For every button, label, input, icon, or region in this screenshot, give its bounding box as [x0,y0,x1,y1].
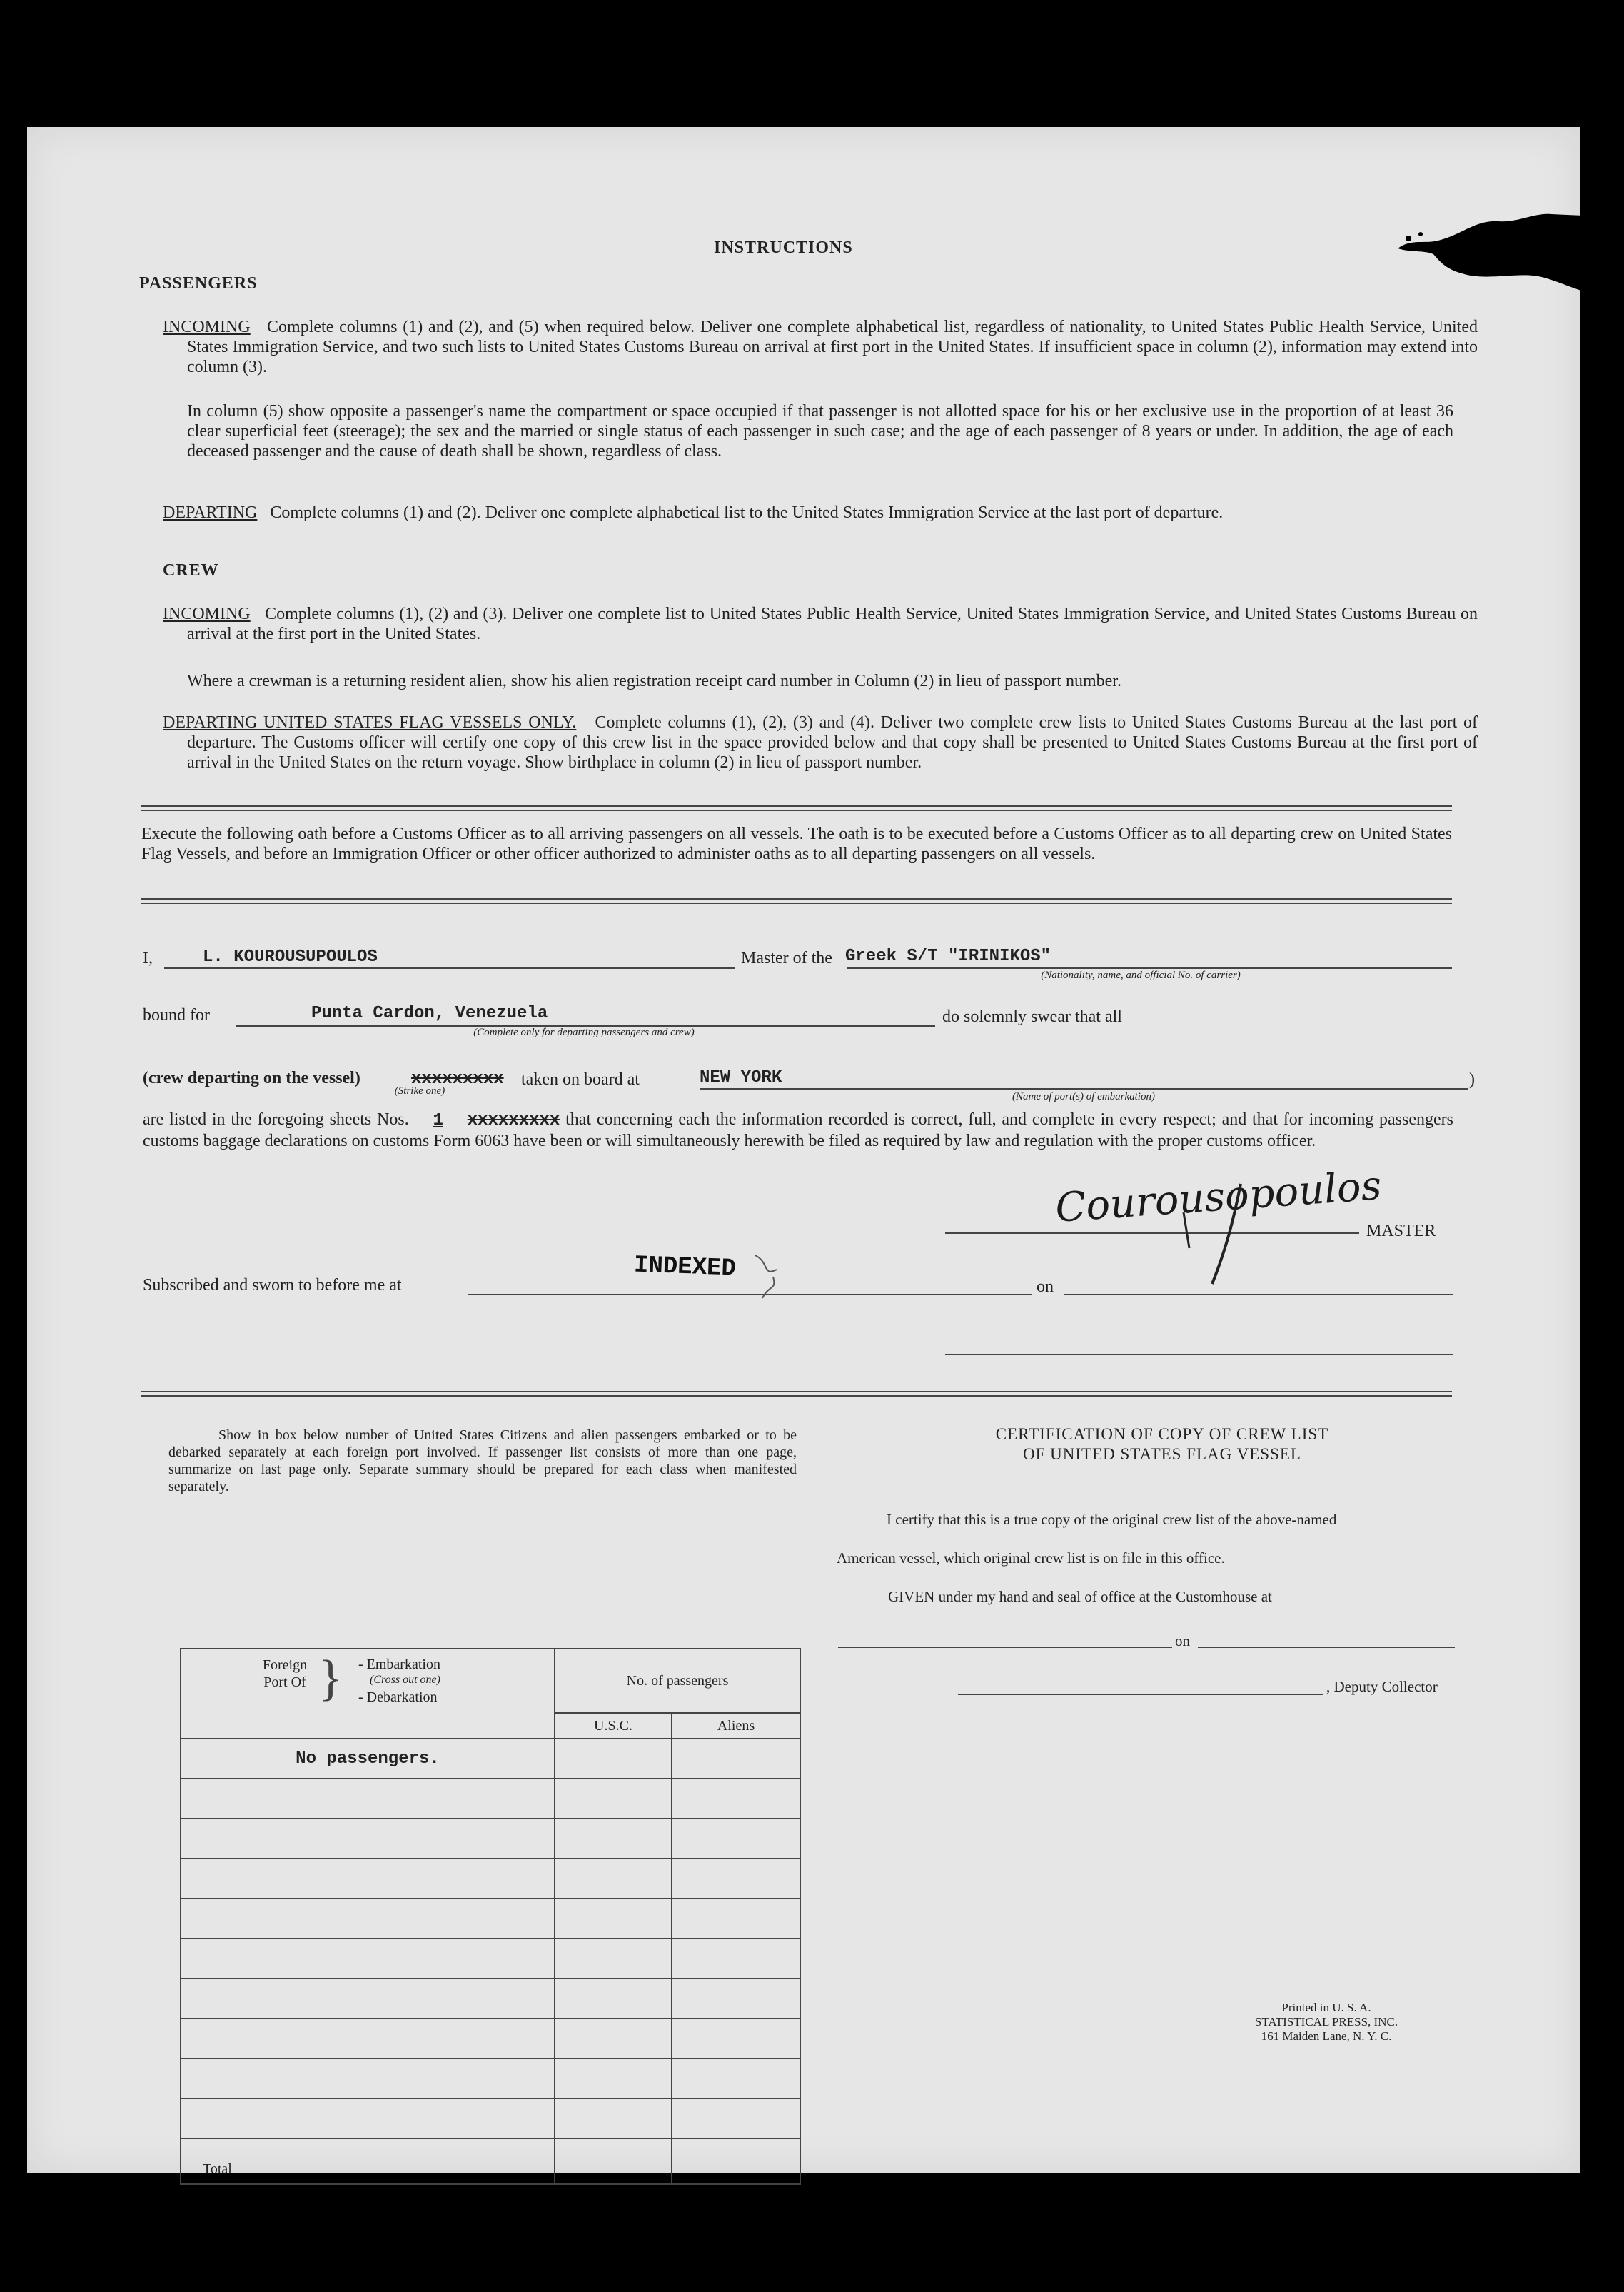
double-rule [141,805,1452,811]
vessel-caption: (Nationality, name, and official No. of carrier) [1041,970,1241,981]
printer-line-1: Printed in U. S. A. [1281,2001,1371,2014]
printer-line-3: 161 Maiden Lane, N. Y. C. [1261,2029,1392,2043]
cross-out-label: (Cross out one) [370,1674,440,1686]
subscribed-date-line [1064,1294,1453,1295]
crew-heading: CREW [163,561,219,580]
pass-departing-para [163,503,1478,523]
instructions-title: INSTRUCTIONS [714,238,853,257]
certification-line-2: American vessel, which original crew list is on file in this office. [837,1549,1225,1567]
debarkation-label: - Debarkation [358,1689,438,1705]
usc-header: U.S.C. [555,1713,672,1739]
vessel-line [847,967,1452,969]
total-label: Total [181,2138,555,2184]
summary-instruction: Show in box below number of United States Citizens and alien passengers embarked or to be debarked separately at each foreign port involved. If passenger list consists of more than one page, summarize on last page only. Separate summary should be prepared for each class when manifested separately. [168,1427,797,1494]
certify-text: that concerning each the information recorded is correct, full, and complete in every respect; and that for incoming passengers customs baggage declarations on customs Form 6063 have been or will simultaneously herewith be filed as required by law and regulation with the proper customs officer. [143,1110,1453,1150]
bound-for-label: bound for [143,1006,210,1025]
table-cell[interactable] [555,2019,672,2059]
no-passengers-cell[interactable]: No passengers. [181,1739,555,1779]
close-paren: ) [1469,1070,1475,1089]
passenger-summary-table [180,1648,801,2185]
embarkation-label: - Embarkation [358,1657,440,1672]
table-cell[interactable] [672,2099,800,2138]
table-cell[interactable] [672,1899,800,1939]
struck-option: xxxxxxxxx [411,1070,504,1089]
table-cell[interactable] [672,1939,800,1979]
pass-incoming-text: Complete columns (1) and (2), and (5) when required below. Deliver one complete alphabetical list, regardless of nationality, to United States Public Health Service, United States Immigration Service, and two such lists to United States Customs Bureau on arrival at first port in the United States. If insufficient space in column (2), information may extend into column (3). [187,318,1478,376]
crew-departing-label: DEPARTING UNITED STATES FLAG VESSELS ONLY. [163,713,577,732]
table-cell[interactable] [555,1739,672,1779]
certification-title-2: OF UNITED STATES FLAG VESSEL [1023,1445,1301,1463]
table-cell[interactable] [555,2059,672,2099]
crew-incoming-text: Complete columns (1), (2) and (3). Deliver one complete list to United States Public Health Service, United States Immigration Service, and United States Customs Bureau on arrival at the first port in the United States. [187,605,1478,643]
crew-departing-label: (crew departing on the vessel) [143,1069,360,1087]
master-name-field[interactable]: L. KOUROUSUPOULOS [203,948,378,967]
table-cell[interactable] [555,1939,672,1979]
table-cell[interactable] [555,1779,672,1819]
swear-label: do solemnly swear that all [942,1007,1122,1026]
table-cell[interactable] [555,1819,672,1859]
document-page [27,127,1580,2177]
certification-line-1: I certify that this is a true copy of the original crew list of the above-named [887,1511,1337,1528]
table-cell[interactable] [555,1979,672,2019]
passengers-heading: PASSENGERS [139,274,258,293]
master-signature: Courousopoulos [1054,1162,1383,1232]
vessel-field[interactable]: Greek S/T "IRINIKOS" [845,947,1051,966]
i-label: I, [143,949,153,967]
table-cell[interactable] [555,1899,672,1939]
certify-para [143,1110,1453,1151]
sheet-struck: xxxxxxxxx [467,1111,560,1130]
taken-label: taken on board at [521,1070,640,1089]
port-line [700,1088,1468,1090]
certification-given: GIVEN under my hand and seal of office at the Customhouse at [888,1588,1272,1605]
table-cell[interactable] [672,1859,800,1899]
indexed-stamp: INDEXED [633,1252,737,1283]
table-cell[interactable] [672,1819,800,1859]
certification-on-label: on [1175,1632,1190,1649]
port-caption: (Name of port(s) of embarkation) [1012,1091,1155,1102]
total-usc-cell[interactable] [555,2138,672,2184]
customhouse-line [838,1647,1172,1648]
strike-caption: (Strike one) [394,1085,445,1097]
signature-strokes [1155,1170,1298,1291]
table-cell[interactable] [555,1859,672,1899]
table-cell[interactable] [181,1859,555,1899]
table-cell[interactable] [181,2059,555,2099]
table-cell[interactable] [181,2099,555,2138]
crew-incoming-para [163,604,1478,644]
table-cell[interactable] [672,2059,800,2099]
no-of-passengers-header: No. of passengers [555,1649,800,1713]
port-header-cell [181,1649,555,1739]
master-name-line [164,967,735,969]
table-cell[interactable] [181,1939,555,1979]
table-cell[interactable] [672,2019,800,2059]
crew-resident-para: Where a crewman is a returning resident alien, show his alien registration receipt card number in Column (2) in lieu of passport number. [187,672,1121,690]
subscribed-label: Subscribed and sworn to before me at [143,1276,402,1295]
foreign-port-of: Foreign Port Of [262,1657,308,1690]
certification-title-1: CERTIFICATION OF COPY OF CREW LIST [995,1425,1329,1443]
table-cell[interactable] [181,1979,555,2019]
crew-departing-para [163,713,1478,773]
pass-col5-para: In column (5) show opposite a passenger's name the compartment or space occupied if that passenger is not allotted space for his or her exclusive use in the proportion of at least 36 clear superficial feet (steerage); the sex and the married or single status of each passenger in such case; and the age of each passenger of 8 years or under. In addition, the age of each deceased passenger and the cause of death shall be shown, regardless of class. [187,402,1453,461]
brace: } [318,1651,343,1706]
master-of-label: Master of the [741,949,832,967]
pass-incoming-label: INCOMING [163,318,251,336]
deputy-collector-label: , Deputy Collector [1326,1678,1438,1695]
crew-incoming-label: INCOMING [163,605,251,623]
table-cell[interactable] [672,1739,800,1779]
certification-date-line [1198,1647,1455,1648]
listed-label: are listed in the foregoing sheets Nos. [143,1110,409,1129]
oath-instruction: Execute the following oath before a Customs Officer as to all arriving passengers on all vessels. The oath is to be executed before a Customs Officer as to all departing crew on United States Flag Vessels, and before an Immigration Officer or other officer authorized to administer oaths as to all departing passengers on all vessels. [141,825,1452,863]
printer-line-2: STATISTICAL PRESS, INC. [1254,2015,1398,2029]
total-aliens-cell[interactable] [672,2138,800,2184]
destination-field[interactable]: Punta Cardon, Venezuela [311,1004,548,1023]
master-label: MASTER [1366,1222,1436,1240]
printer-imprint [1234,2001,1419,2044]
pass-incoming-para [163,317,1478,377]
table-cell[interactable] [181,1899,555,1939]
deputy-signature-line [958,1694,1323,1695]
crew-departing-text: Complete columns (1), (2), (3) and (4). Deliver two complete crew lists to United States Customs Bureau at the last port of departure. The Customs officer will certify one copy of this crew list in the space provided below and that copy shall be presented to United States Customs Bureau at the first port of arrival in the United States on the return voyage. Show birthplace in column (2) in lieu of passport number. [187,713,1478,772]
table-cell[interactable] [181,2019,555,2059]
double-rule [141,898,1452,904]
pass-departing-label: DEPARTING [163,503,258,522]
double-rule [141,1391,1452,1397]
on-label: on [1037,1277,1054,1296]
table-cell[interactable] [181,1779,555,1819]
officer-signature-line [945,1354,1453,1355]
table-cell[interactable] [672,1779,800,1819]
aliens-header: Aliens [672,1713,800,1739]
pencil-mark [741,1248,798,1305]
table-cell[interactable] [555,2099,672,2138]
port-field[interactable]: NEW YORK [700,1068,782,1087]
table-cell[interactable] [672,1979,800,2019]
pass-departing-text: Complete columns (1) and (2). Deliver one complete alphabetical list to the United States Immigration Service at the last port of departure. [270,503,1224,522]
torn-corner [1398,206,1583,291]
destination-caption: (Complete only for departing passengers and crew) [473,1027,695,1038]
sheet-no-field[interactable]: 1 [433,1111,443,1130]
table-cell[interactable] [181,1819,555,1859]
